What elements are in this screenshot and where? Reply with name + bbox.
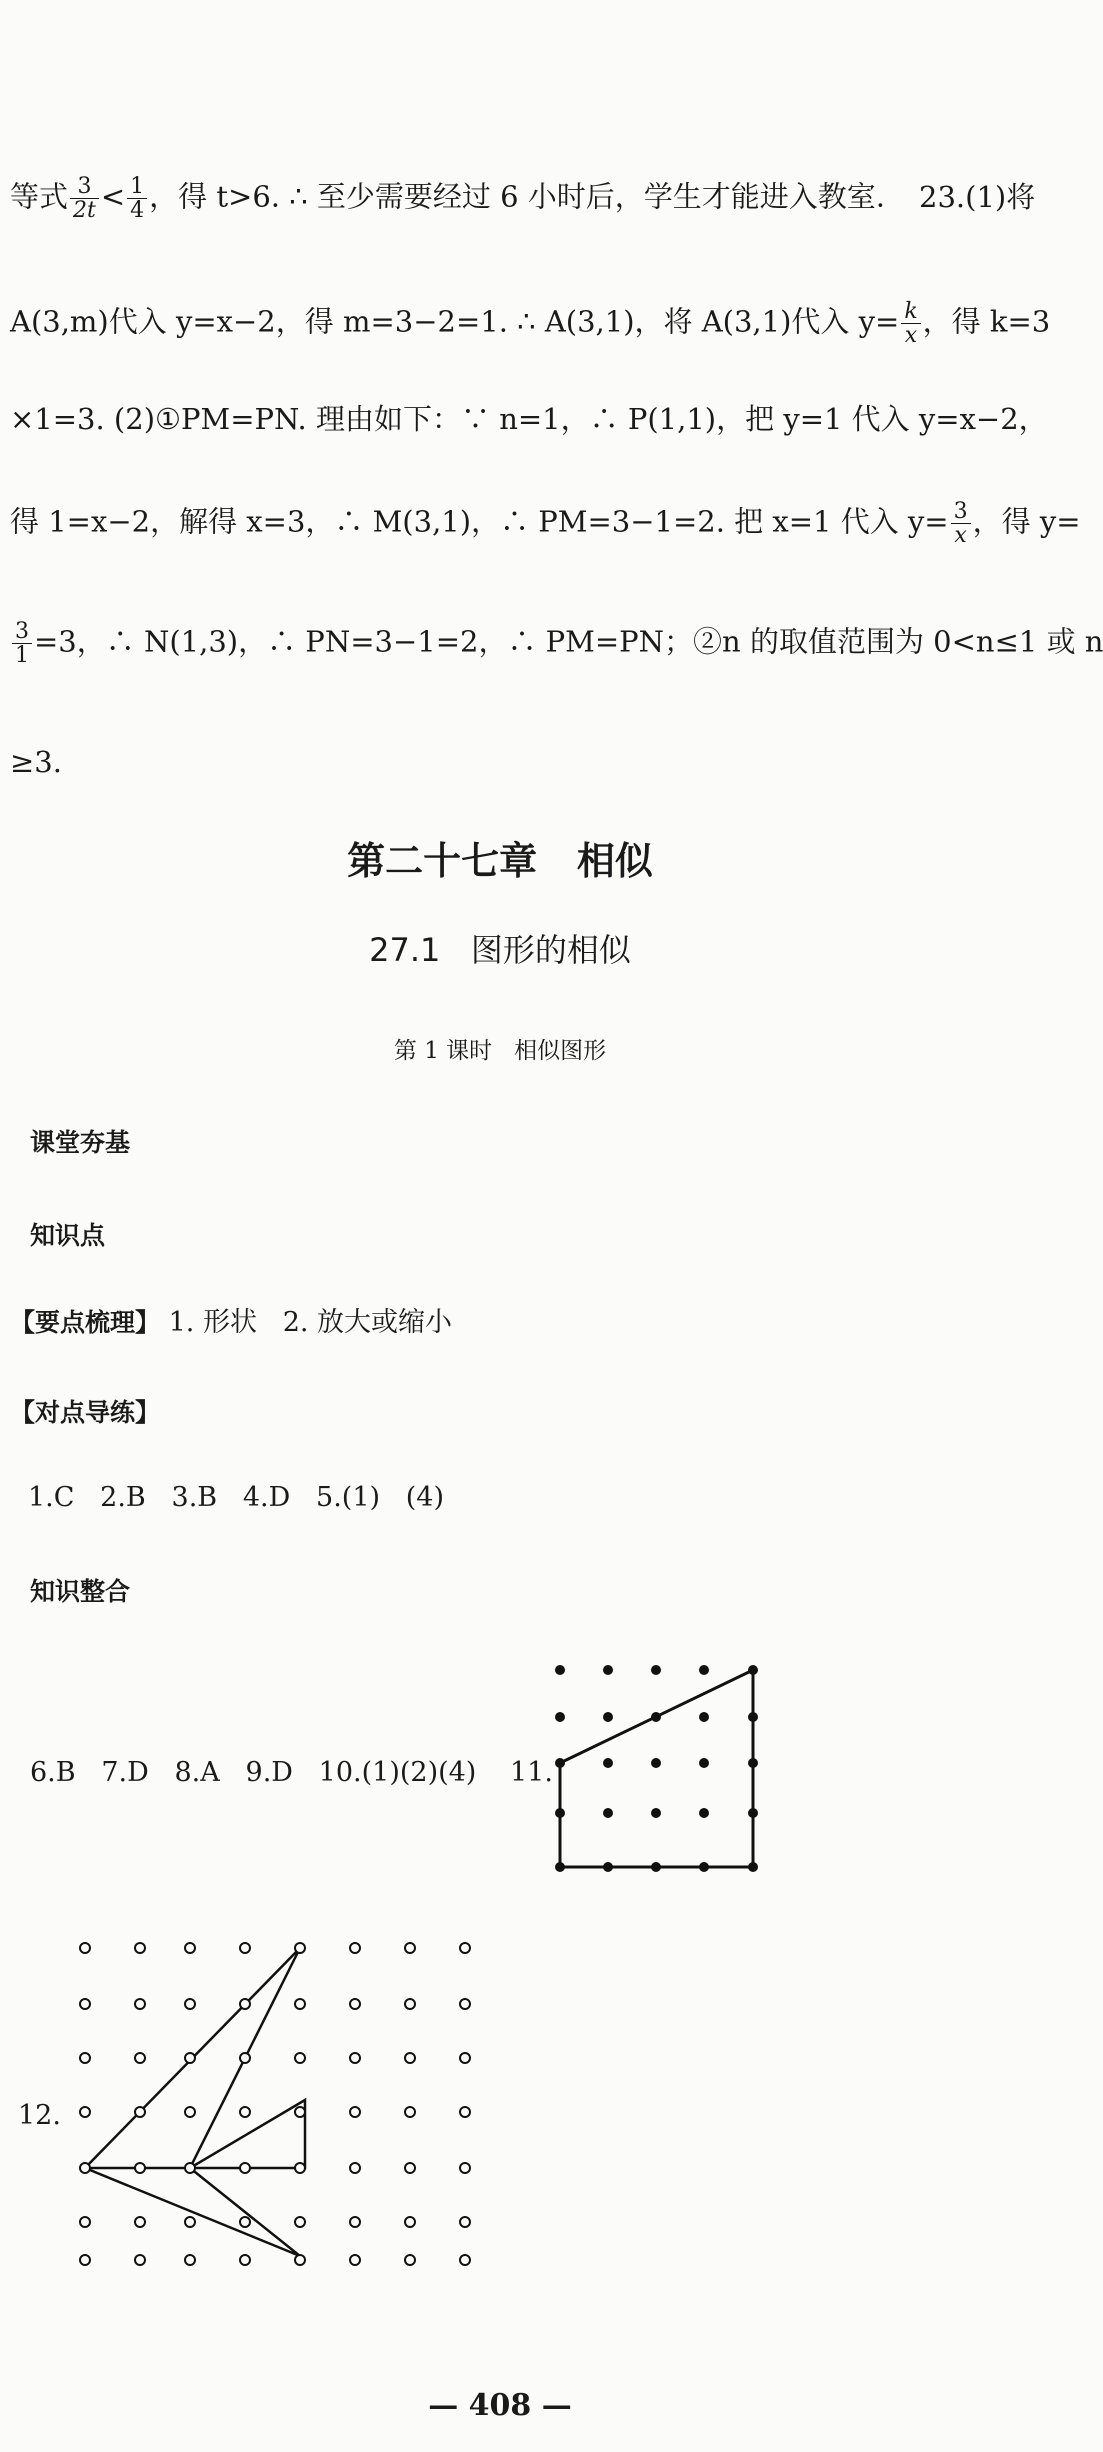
integration-answers: 6.B 7.D 8.A 9.D 10.(1)(2)(4) (30, 1757, 477, 1788)
heading-knowledge-integration: 知识整合 (30, 1577, 131, 1606)
text-fragment: 23.(1)将 (919, 179, 1036, 214)
q11-figure (540, 1645, 760, 1905)
text-fragment: ，得 k=3 (922, 304, 1051, 339)
q12-label: 12. (18, 2100, 61, 2131)
heading-classroom: 课堂夯基 (30, 1128, 131, 1157)
lesson-title: 第 1 课时 相似图形 (393, 1038, 607, 1064)
fraction (127, 175, 147, 222)
text-fragment: ，得 y= (972, 504, 1081, 539)
page-number: — 408 — (428, 2388, 572, 2423)
text-fragment: ×1=3. (2)①PM=PN. 理由如下：∵ n=1，∴ P(1,1)，把 y=1 代入 y=x−2， (10, 402, 1048, 436)
q11-polygon (560, 1670, 753, 1867)
answer-line-5 (10, 619, 1103, 669)
fraction (901, 300, 920, 347)
fraction-numerator: 1 (127, 175, 147, 199)
q11-label: 11. (510, 1757, 553, 1788)
answer-line-1 (10, 174, 1036, 224)
q12-lines (85, 1948, 305, 2256)
q12-grid-dots (80, 1943, 470, 2265)
q12-figure (60, 1930, 500, 2270)
answer-line-6 (10, 745, 986, 779)
answer-line-3 (10, 402, 1048, 436)
key-points-answer: 1. 形状 2. 放大或缩小 (168, 1307, 453, 1338)
heading-knowledge-point: 知识点 (30, 1221, 106, 1250)
chapter-title: 第二十七章 相似 (347, 839, 653, 883)
answer-line-4 (10, 499, 1081, 549)
text-fragment: 等式 (10, 179, 69, 214)
key-points-label: 【要点梳理】 (10, 1308, 161, 1337)
key-points-row (10, 1300, 452, 1339)
fraction-denominator: x (954, 523, 967, 549)
fraction-denominator: 4 (130, 198, 145, 224)
fraction (70, 175, 99, 222)
section-title: 27.1 图形的相似 (369, 931, 631, 969)
text-fragment: ，得 t>6. ∴ 至少需要经过 6 小时后，学生才能进入教室. (149, 179, 886, 214)
fraction-denominator: 1 (15, 643, 29, 669)
fraction (12, 620, 32, 667)
practice-label: 【对点导练】 (10, 1398, 161, 1427)
fraction-denominator: x (904, 323, 918, 349)
text-fragment: < (100, 179, 126, 214)
text-fragment: A(3,m)代入 y=x−2，得 m=3−2=1. ∴ A(3,1)，将 A(3,1)代入 y= (10, 304, 900, 339)
fraction (951, 500, 971, 547)
fraction-numerator: 3 (951, 500, 971, 524)
fraction-numerator: 3 (12, 620, 32, 644)
text-fragment: =3，∴ N(1,3)，∴ PN=3−1=2，∴ PM=PN；②n 的取值范围为 0<n≤1 或 n (34, 624, 1103, 659)
fraction-numerator: k (901, 300, 920, 324)
practice-answers: 1.C 2.B 3.B 4.D 5.(1) (4) (28, 1482, 445, 1513)
answer-line-2 (10, 299, 1051, 349)
text-fragment: ≥3. (10, 745, 62, 779)
q11-grid-dots (555, 1665, 758, 1872)
text-fragment: 得 1=x−2，解得 x=3，∴ M(3,1)，∴ PM=3−1=2. 把 x=1 代入 y= (10, 504, 949, 539)
fraction-denominator: 2t (73, 198, 96, 224)
fraction-numerator: 3 (70, 175, 99, 199)
